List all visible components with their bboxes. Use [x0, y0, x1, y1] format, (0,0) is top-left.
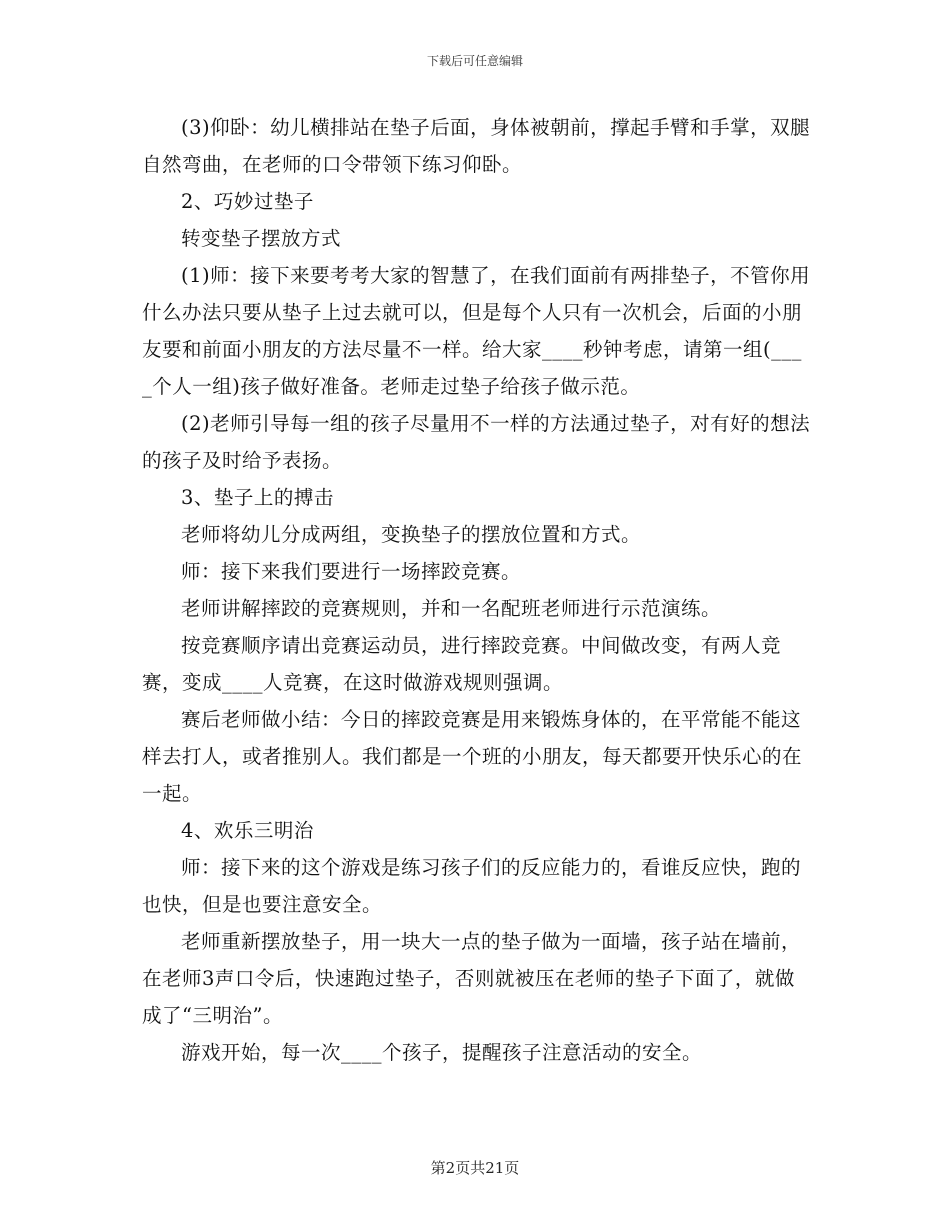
- paragraph: 老师将幼儿分成两组，变换垫子的摆放位置和方式。: [181, 523, 642, 546]
- page-footer: 第2页共21页: [430, 1159, 520, 1177]
- section-heading: 3、垫子上的搏击: [181, 486, 334, 509]
- paragraph: 师：接下来的这个游戏是练习孩子们的反应能力的，看谁反应快，跑的也快，但是也要注意安全。: [142, 856, 802, 916]
- paragraph: 按竞赛顺序请出竞赛运动员，进行摔跤竞赛。中间做改变，有两人竞赛，变成____人竞赛，在这时做游戏规则强调。: [142, 634, 782, 694]
- section-heading: 4、欢乐三明治: [181, 819, 314, 842]
- paragraph: 游戏开始，每一次____个孩子，提醒孩子注意活动的安全。: [181, 1041, 703, 1064]
- paragraph: 老师讲解摔跤的竞赛规则，并和一名配班老师进行示范演练。: [181, 597, 722, 620]
- paragraph: 赛后老师做小结：今日的摔跤竞赛是用来锻炼身体的，在平常能不能这样去打人，或者推别人。我们都是一个班的小朋友，每天都要开快乐心的在一起。: [142, 708, 803, 805]
- paragraph: 老师重新摆放垫子，用一块大一点的垫子做为一面墙，孩子站在墙前，在老师3声口令后，快速跑过垫子，否则就被压在老师的垫子下面了，就做成了“三明治”。: [142, 930, 802, 1027]
- paragraph: 师：接下来我们要进行一场摔跤竞赛。: [181, 560, 522, 583]
- paragraph: (2)老师引导每一组的孩子尽量用不一样的方法通过垫子，对有好的想法的孩子及时给予表扬。: [142, 412, 811, 472]
- paragraph: (1)师：接下来要考考大家的智慧了，在我们面前有两排垫子，不管你用什么办法只要从垫子上过去就可以，但是每个人只有一次机会，后面的小朋友要和前面小朋友的方法尽量不一样。给大家____秒钟考虑，请第一组(____个人一组)孩子做好准备。老师走过垫子给孩子做示范。: [142, 264, 811, 398]
- paragraph: (3)仰卧：幼儿横排站在垫子后面，身体被朝前，撑起手臂和手掌，双腿自然弯曲，在老师的口令带领下练习仰卧。: [142, 116, 811, 176]
- section-heading: 2、巧妙过垫子: [181, 190, 314, 213]
- page-header: 下载后可任意编辑: [426, 54, 523, 68]
- document-body: [142, 109, 812, 1071]
- paragraph: 转变垫子摆放方式: [181, 227, 342, 250]
